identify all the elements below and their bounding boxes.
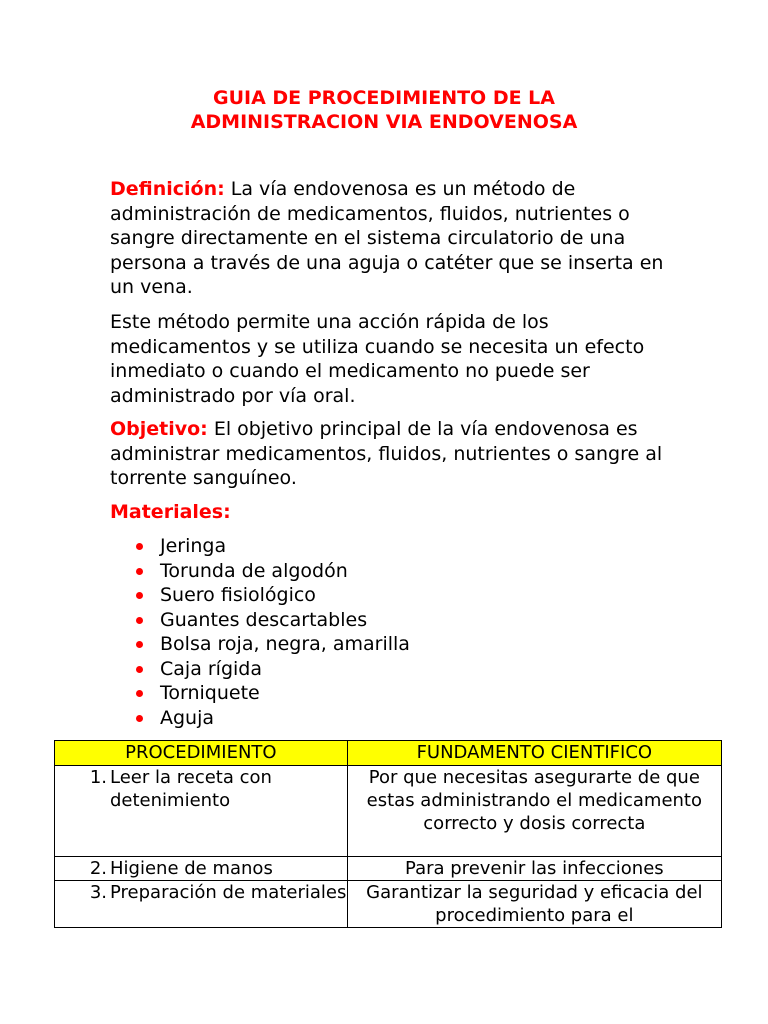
step-text: Preparación de materiales — [110, 882, 347, 903]
procedure-cell — [55, 857, 348, 881]
list-item: Suero fisiológico — [132, 583, 410, 608]
objective-text: El objetivo principal de la vía endovenosa es administrar medicamentos, fluidos, nutrientes o sangre al torrente sanguíneo. — [110, 418, 663, 489]
step-number: 3. — [89, 882, 107, 903]
objective-label: Objetivo: — [110, 418, 208, 440]
bullet-icon — [136, 666, 143, 673]
list-item: Aguja — [132, 706, 410, 731]
bullet-icon — [136, 690, 143, 697]
definition-text: La vía endovenosa es un método de administración de medicamentos, fluidos, nutrientes o sangre directamente en el sistema circulatorio de una persona a través de una aguja o catéter que se inserta en un vena. — [110, 178, 664, 298]
objective-paragraph — [110, 417, 670, 491]
bullet-icon — [136, 617, 143, 624]
header-procedure: PROCEDIMIENTO — [55, 741, 348, 766]
document-title — [0, 86, 768, 134]
table-row — [55, 766, 722, 857]
foundation-cell: Para prevenir las infecciones — [347, 857, 721, 881]
materials-heading: Materiales: — [110, 501, 231, 523]
definition-paragraph — [110, 177, 670, 300]
table-row — [55, 857, 722, 881]
step-number: 2. — [89, 858, 107, 879]
procedure-cell — [55, 881, 348, 928]
bullet-icon — [136, 543, 143, 550]
step-number: 1. — [89, 767, 107, 788]
step-text: Higiene de manos — [110, 858, 273, 879]
table-header-row — [55, 741, 722, 766]
foundation-cell: Por que necesitas asegurarte de que estas administrando el medicamento correcto y dosis correcta — [347, 766, 721, 857]
bullet-icon — [136, 641, 143, 648]
title-line-2: ADMINISTRACION VIA ENDOVENOSA — [190, 111, 578, 133]
foundation-cell: Garantizar la seguridad y eficacia del procedimiento para el — [347, 881, 721, 928]
procedure-table — [54, 740, 722, 928]
list-item: Caja rígida — [132, 657, 410, 682]
list-item: Torunda de algodón — [132, 559, 410, 584]
definition-label: Definición: — [110, 178, 225, 200]
list-item: Jeringa — [132, 534, 410, 559]
title-line-1: GUIA DE PROCEDIMIENTO DE LA — [212, 87, 555, 109]
header-foundation: FUNDAMENTO CIENTIFICO — [347, 741, 721, 766]
step-text: Leer la receta con detenimiento — [110, 767, 272, 811]
bullet-icon — [136, 592, 143, 599]
table-row — [55, 881, 722, 928]
bullet-icon — [136, 568, 143, 575]
list-item: Guantes descartables — [132, 608, 410, 633]
materials-list — [132, 534, 410, 730]
method-paragraph: Este método permite una acción rápida de los medicamentos y se utiliza cuando se necesita un efecto inmediato o cuando el medicamento no puede ser administrado por vía oral. — [110, 311, 645, 407]
list-item: Bolsa roja, negra, amarilla — [132, 632, 410, 657]
list-item: Torniquete — [132, 681, 410, 706]
procedure-cell — [55, 766, 348, 857]
bullet-icon — [136, 715, 143, 722]
